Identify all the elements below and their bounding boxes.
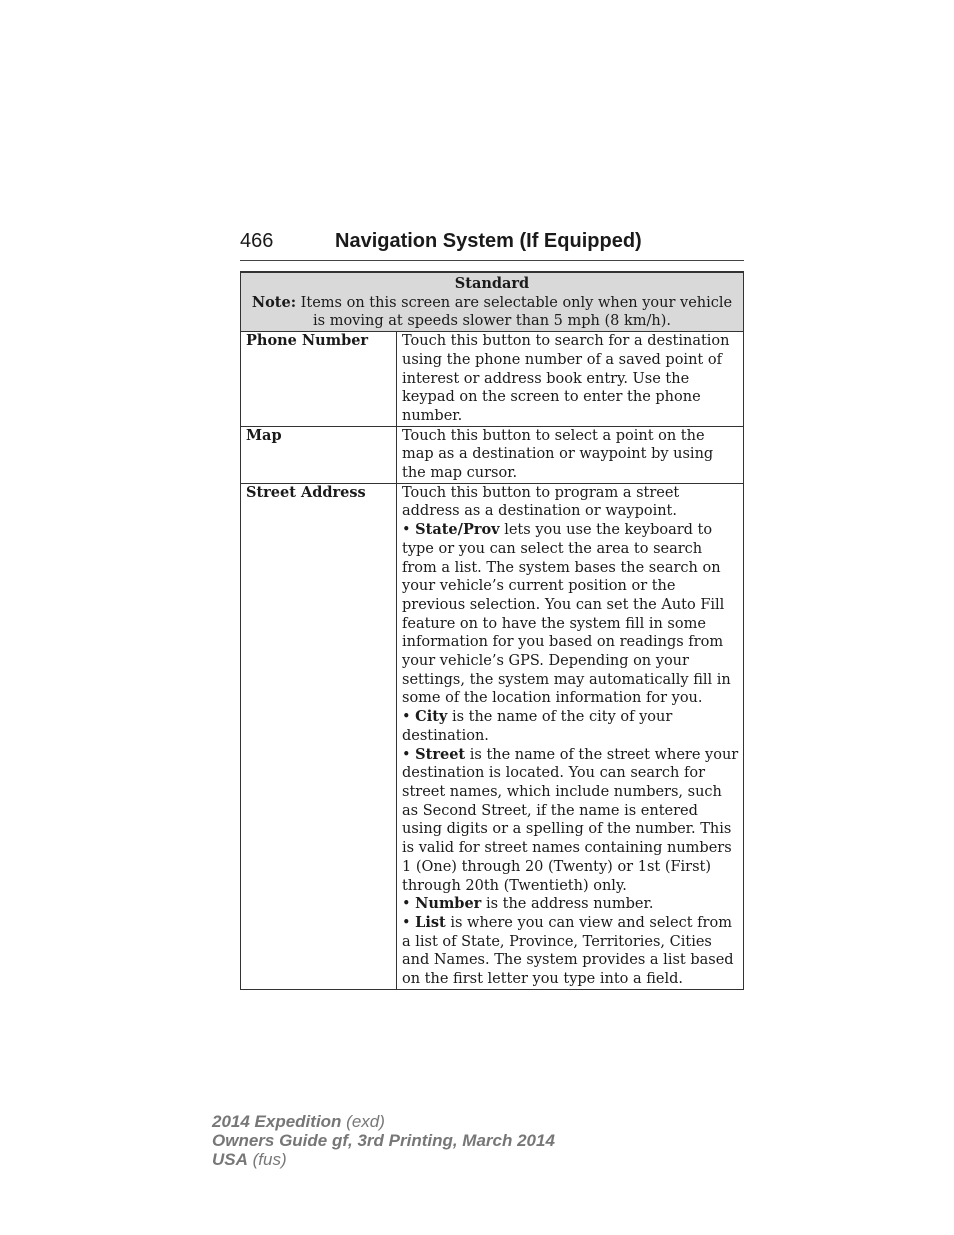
section-title: Navigation System (If Equipped) <box>335 230 642 252</box>
table-header-cell <box>241 272 744 332</box>
table-row <box>241 426 744 483</box>
footer-region-code: (fus) <box>252 1150 287 1169</box>
footer-model: 2014 Expedition <box>212 1112 342 1131</box>
bullet-term: List <box>415 913 446 931</box>
footer-model-code: (exd) <box>346 1112 385 1131</box>
footer-model-line <box>212 1112 555 1131</box>
bullet-item: • State/Prov lets you use the keyboard to type or you can select the area to search from a list. The system bases the search on your vehicle’s current position or the previous selection. You can set the Auto Fill feature on to have the system fill in some information for you based on readings from your vehicle’s GPS. Depending on your settings, the system may automatically fill in some of the location information for you. <box>402 521 731 707</box>
page-footer <box>212 1112 555 1169</box>
bullet-text: is the name of the city of your destination. <box>402 709 673 744</box>
bullet-item: • City is the name of the city of your destination. <box>402 708 673 744</box>
bullet-item: • Number is the address number. <box>402 895 654 913</box>
table-header-row <box>241 272 744 332</box>
page-number: 466 <box>240 230 274 252</box>
bullet-item: • List is where you can view and select from a list of State, Province, Territories, Cities and Names. The system provides a list based on the first letter you type into a field. <box>402 913 734 988</box>
bullet-text: is the address number. <box>485 896 654 913</box>
row-description <box>397 483 744 989</box>
bullet-text: lets you use the keyboard to type or you can select the area to search from a list. The system bases the search on your vehicle’s current position or the previous selection. You can set the Auto Fill feature on to have the system fill in some information for you based on readings from your vehicle’s GPS. Depending on your settings, the system may automatically fill in some of the location information for you. <box>402 522 731 707</box>
row-label: Map <box>241 426 397 483</box>
footer-region: USA <box>212 1150 248 1169</box>
bullet-term: Number <box>415 895 482 913</box>
note-label: Note: <box>251 293 297 311</box>
bullet-text: is where you can view and select from a list of State, Province, Territories, Cities and Names. The system provides a list based on the first letter you type into a field. <box>402 914 734 988</box>
table-note <box>252 295 732 330</box>
footer-region-line <box>212 1150 555 1169</box>
note-text: Items on this screen are selectable only when your vehicle is moving at speeds slower than 5 mph (8 km/h). <box>300 294 733 330</box>
row-description: Touch this button to select a point on the map as a destination or waypoint by using the map cursor. <box>397 426 744 483</box>
row-label: Phone Number <box>241 332 397 427</box>
bullet-term: State/Prov <box>415 521 500 539</box>
row-intro: Touch this button to program a street address as a destination or waypoint. <box>402 484 680 520</box>
bullet-term: City <box>415 708 448 726</box>
row-description: Touch this button to search for a destination using the phone number of a saved point of interest or address book entry. Use the keypad on the screen to enter the phone number. <box>397 332 744 427</box>
navigation-options-table <box>240 271 744 990</box>
table-row <box>241 483 744 989</box>
footer-guide: Owners Guide gf, 3rd Printing, March 2014 <box>212 1131 555 1150</box>
bullet-item: • Street is the name of the street where your destination is located. You can search for street names, which include numbers, such as Second Street, if the name is entered using digits or a spelling of the number. This is valid for street names containing numbers 1 (One) through 20 (Twenty) or 1st (First) through 20th (Twentieth) only. <box>402 745 739 894</box>
table-row <box>241 332 744 427</box>
row-label: Street Address <box>241 483 397 989</box>
bullet-term: Street <box>415 745 466 763</box>
bullet-text: is the name of the street where your destination is located. You can search for street names, which include numbers, such as Second Street, if the name is entered using digits or a spelling of the number. This is valid for street names containing numbers 1 (One) through 20 (Twenty) or 1st (First) through 20th (Twentieth) only. <box>402 746 739 894</box>
table-heading: Standard <box>454 275 530 292</box>
page-header <box>240 228 744 261</box>
